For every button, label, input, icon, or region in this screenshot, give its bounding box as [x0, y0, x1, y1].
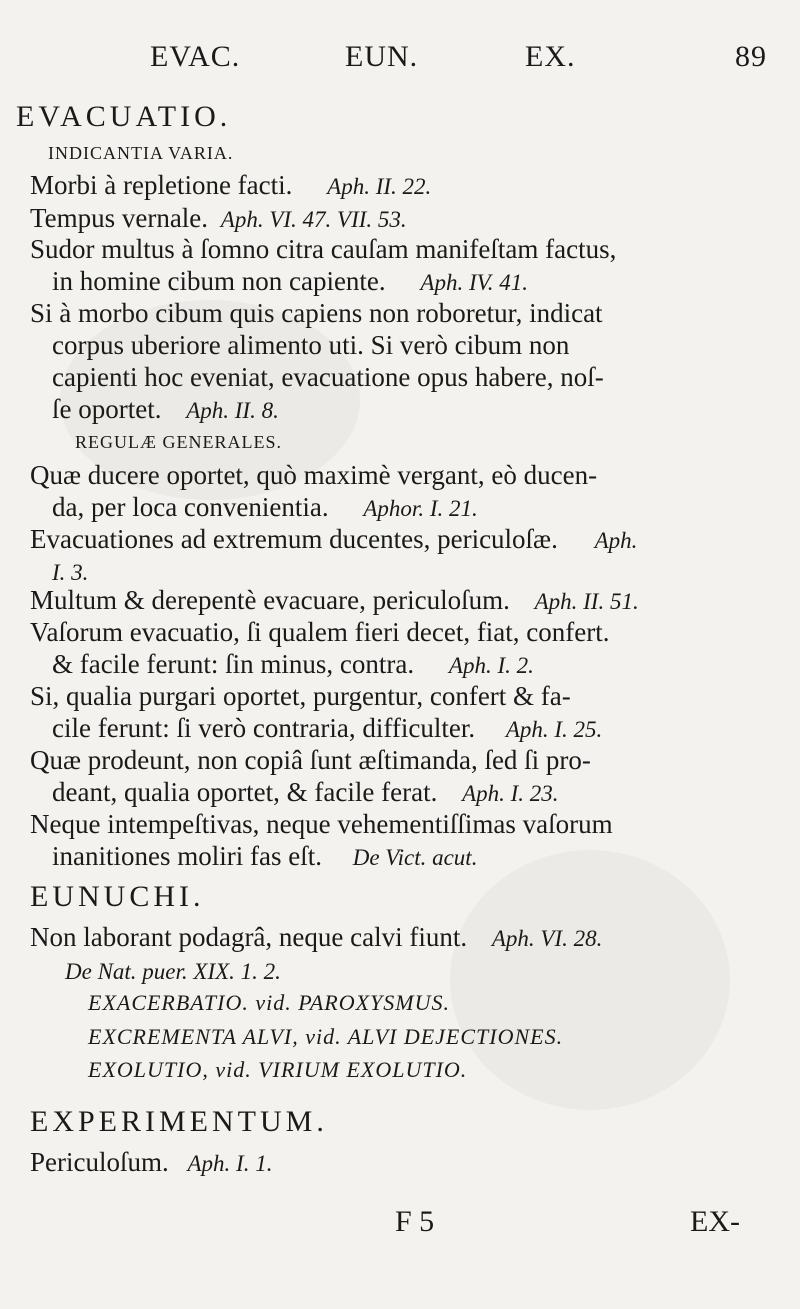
rule-line: inanitiones moliri fas eſt. De Vict. acut. — [52, 841, 478, 871]
rule-line: Quæ ducere oportet, quò maximè vergant, eò ducen- — [30, 460, 598, 490]
entry-line: Sudor multus à ſomno citra cauſam manifeſtam factus, — [30, 234, 617, 264]
rule-line: I. 3. — [52, 560, 89, 585]
running-head-center: EUN. — [345, 40, 419, 73]
rule-line: cile ferunt: ſi verò contraria, difficulter. Aph. I. 25. — [52, 713, 603, 743]
entry-line: Morbi à repletione facti. Aph. II. 22. — [30, 170, 432, 200]
entry-line: Periculoſum. Aph. I. 1. — [30, 1147, 273, 1177]
subheading-indicantia: INDICANTIA VARIA. — [48, 143, 234, 163]
cross-reference: EXOLUTIO, vid. VIRIUM EXOLUTIO. — [88, 1057, 468, 1082]
rule-line: Neque intempeſtivas, neque vehementiſſimas vaſorum — [30, 809, 613, 839]
rule-line: Evacuationes ad extremum ducentes, periculoſæ. Aph. — [30, 524, 638, 554]
rule-line: da, per loca convenientia. Aphor. I. 21. — [52, 492, 478, 522]
entry-line: capienti hoc eveniat, evacuatione opus habere, noſ- — [52, 362, 604, 392]
entry-line: De Nat. puer. XIX. 1. 2. — [65, 959, 281, 984]
entry-line: in homine cibum non capiente. Aph. IV. 41. — [52, 266, 528, 296]
cross-reference: EXACERBATIO. vid. PAROXYSMUS. — [88, 990, 451, 1015]
section-title-experimentum: EXPERIMENTUM. — [30, 1105, 328, 1138]
rule-line: Quæ prodeunt, non copiâ ſunt æſtimanda, ſed ſi pro- — [30, 745, 591, 775]
catchword: EX- — [690, 1205, 740, 1238]
page-number: 89 — [735, 40, 767, 73]
subheading-regulae: REGULÆ GENERALES. — [75, 432, 282, 452]
entry-line: Non laborant podagrâ, neque calvi fiunt. Aph. VI. 28. — [30, 922, 603, 952]
running-head-right: EX. — [525, 40, 576, 73]
rule-line: Vaſorum evacuatio, ſi qualem fieri decet, fiat, confert. — [30, 617, 610, 647]
rule-line: Multum & derepentè evacuare, periculoſum. Aph. II. 51. — [30, 585, 639, 615]
running-head-left: EVAC. — [150, 40, 241, 73]
entry-line: ſe oportet. Aph. II. 8. — [52, 394, 279, 424]
paper-stain — [450, 850, 730, 1110]
running-head — [0, 40, 800, 90]
entry-line: Si à morbo cibum quis capiens non roboretur, indicat — [30, 298, 603, 328]
rule-line: deant, qualia oportet, & facile ferat. Aph. I. 23. — [52, 777, 559, 807]
rule-line: Si, qualia purgari oportet, purgentur, confert & fa- — [30, 681, 571, 711]
rule-line: & facile ferunt: ſin minus, contra. Aph. I. 2. — [52, 649, 534, 679]
entry-line: Tempus vernale. Aph. VI. 47. VII. 53. — [30, 203, 407, 233]
section-title-evacuatio: EVACUATIO. — [16, 100, 232, 133]
entry-line: corpus uberiore alimento uti. Si verò cibum non — [52, 330, 570, 360]
cross-reference: EXCREMENTA ALVI, vid. ALVI DEJECTIONES. — [88, 1024, 564, 1049]
signature-mark: F 5 — [395, 1205, 435, 1238]
section-title-eunuchi: EUNUCHI. — [30, 880, 205, 913]
